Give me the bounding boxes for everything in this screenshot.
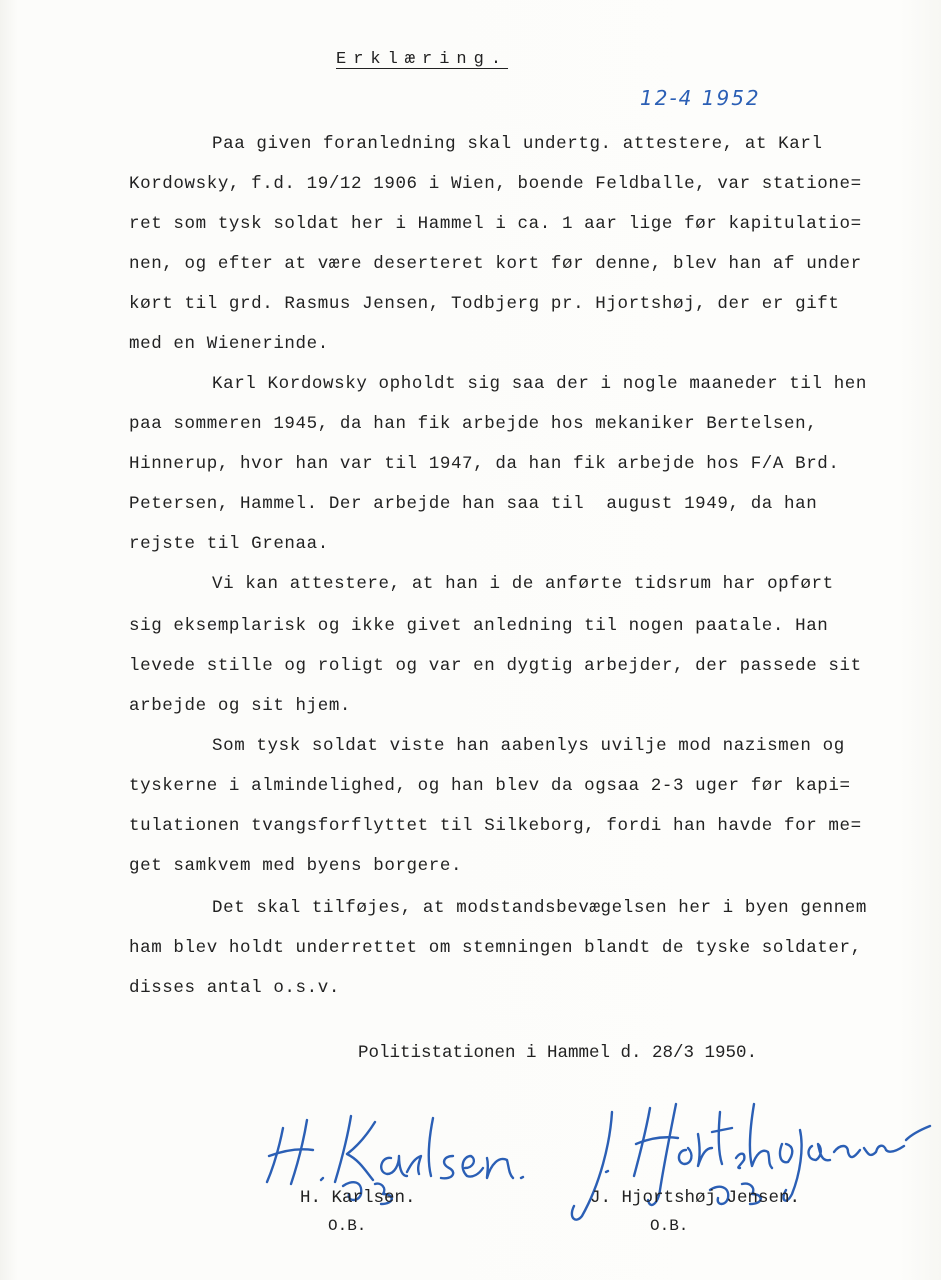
body-line: Hinnerup, hvor han var til 1947, da han fik arbejde hos F/A Brd. [129,454,840,474]
handwritten-date: 12-4 1952 [640,86,761,110]
signatory-title: O.B. [650,1217,689,1235]
body-line: arbejde og sit hjem. [129,696,352,716]
document-title: Erklæring. [336,50,509,69]
signatory-name: H. Karlsen. [300,1188,416,1208]
body-line: sig eksemplarisk og ikke givet anledning til nogen paatale. Han [129,616,829,636]
body-line: kørt til grd. Rasmus Jensen, Todbjerg pr. Hjortshøj, der er gift [129,294,840,314]
body-line: tulationen tvangsforflyttet til Silkeborg, fordi han havde for me= [129,816,862,836]
body-line: disses antal o.s.v. [129,978,340,998]
place-and-date: Politistationen i Hammel d. 28/3 1950. [358,1043,758,1063]
signatory-name: J. Hjortshøj Jensen. [590,1188,801,1208]
body-line: Kordowsky, f.d. 19/12 1906 i Wien, boende Feldballe, var statione= [129,174,862,194]
body-line: tyskerne i almindelighed, og han blev da ogsaa 2-3 uger før kapi= [129,776,851,796]
body-line: med en Wienerinde. [129,334,329,354]
body-line: Karl Kordowsky opholdt sig saa der i nogle maaneder til hen [212,374,868,394]
signature-j-hjortshoj-jensen [560,1094,940,1229]
body-line: Det skal tilføjes, at modstandsbevægelsen her i byen gennem [212,898,868,918]
body-line: rejste til Grenaa. [129,534,329,554]
body-line: ret som tysk soldat her i Hammel i ca. 1 aar lige før kapitulatio= [129,214,862,234]
body-line: Paa given foranledning skal undertg. attestere, at Karl [212,134,823,154]
body-line: Petersen, Hammel. Der arbejde han saa til august 1949, da han [129,494,818,514]
body-line: levede stille og roligt og var en dygtig arbejder, der passede sit [129,656,862,676]
body-line: nen, og efter at være deserteret kort før denne, blev han af under [129,254,862,274]
body-line: Som tysk soldat viste han aabenlys uvilje mod nazismen og [212,736,845,756]
body-line: ham blev holdt underrettet om stemningen blandt de tyske soldater, [129,938,862,958]
body-line: paa sommeren 1945, da han fik arbejde hos mekaniker Bertelsen, [129,414,818,434]
body-line: get samkvem med byens borgere. [129,856,463,876]
signatory-title: O.B. [328,1217,367,1235]
body-line: Vi kan attestere, at han i de anførte tidsrum har opført [212,574,834,594]
